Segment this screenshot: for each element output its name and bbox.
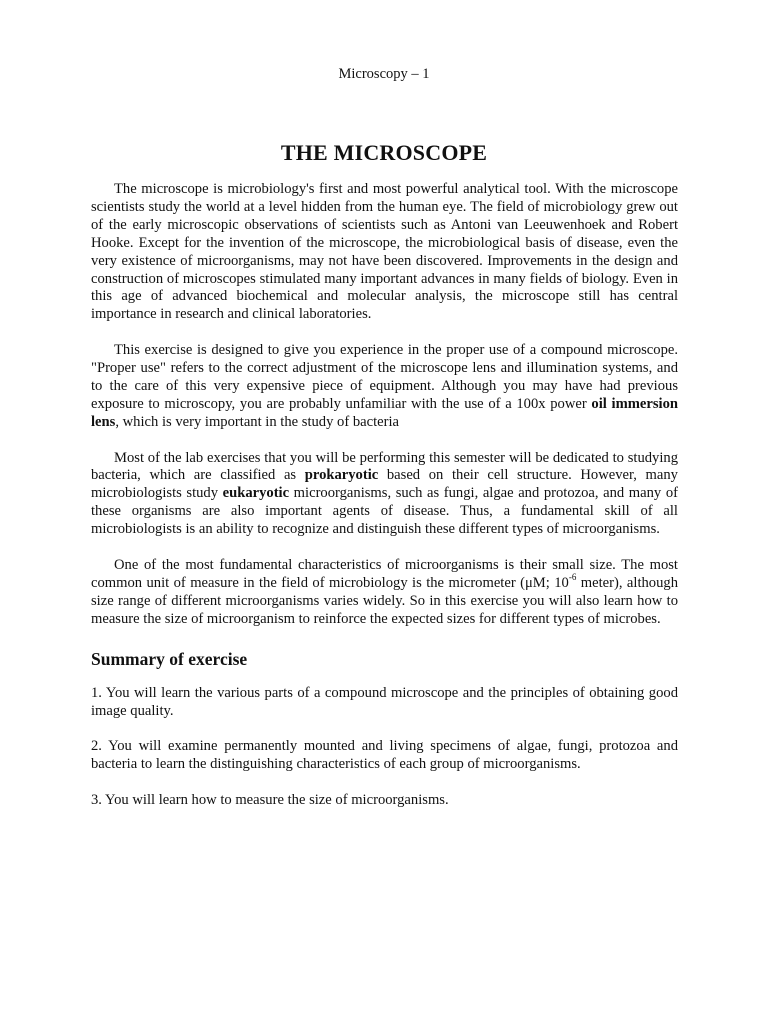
prokaryotic-term: prokaryotic (304, 467, 379, 484)
microorganism-types-paragraph (91, 450, 678, 540)
summary-item: 2. You will examine permanently mounted and living specimens of algae, fungi, protozoa and bacteria to learn the distinguishing characteristics of each group of microorganisms. (91, 738, 678, 773)
document-body (91, 181, 678, 810)
size-text-b: meter), although size range of different microorganisms varies widely. So in this exercise you will also learn how to measure the size of microorganism to reinforce the expected sizes for different types of microbes. (91, 574, 678, 627)
exponent: -6 (568, 572, 577, 583)
page-title: THE MICROSCOPE (280, 140, 488, 165)
types-text-b: based on their cell structure. However, many microbiologists study (91, 467, 678, 502)
summary-item: 3. You will learn how to measure the size of microorganisms. (91, 792, 449, 809)
types-text-a: Most of the lab exercises that you will be performing this semester will be dedicated to studying bacteria, which are classified as (91, 449, 678, 484)
proper-use-tail: , which is very important in the study of bacteria (115, 413, 400, 430)
size-paragraph (91, 557, 678, 629)
eukaryotic-term: eukaryotic (222, 485, 290, 502)
intro-paragraph: The microscope is microbiology's first and most powerful analytical tool. With the microscope scientists study the world at a level hidden from the human eye. The field of microbiology grew out of the early microscopic observations of scientists such as Antoni van Leeuwenhoek and Robert Hooke. Except for the invention of the microscope, the microbiological basis of disease, even the very existence of microorganisms, may not have been discovered. Improvements in the design and construction of microscopes stimulated many important advances in many fields of biology. Even in this age of advanced biochemical and molecular analysis, the microscope still has central importance in research and clinical laboratories. (91, 181, 678, 323)
types-text-c: microorganisms, such as fungi, algae and protozoa, and many of these organisms are also important agents of disease. Thus, a fundamental skill of all microbiologists is an ability to recognize and distinguish these different types of microorganisms. (91, 485, 678, 538)
oil-immersion-term: oil immersion lens (91, 395, 678, 430)
size-text-a: One of the most fundamental characteristics of microorganisms is their small size. The most common unit of measure in the field of microbiology is the micrometer (μM; 10 (91, 556, 678, 591)
summary-heading: Summary of exercise (91, 648, 248, 669)
summary-item: 1. You will learn the various parts of a compound microscope and the principles of obtaining good image quality. (91, 684, 678, 719)
running-header: Microscopy – 1 (338, 66, 430, 82)
proper-use-paragraph (91, 342, 678, 432)
proper-use-text: This exercise is designed to give you experience in the proper use of a compound microscope. "Proper use" refers to the correct adjustment of the microscope lens and illumination systems, and to the care of this very expensive piece of equipment. Although you may have had previous exposure to microscopy, you are probably unfamiliar with the use of a 100x power (91, 342, 678, 412)
